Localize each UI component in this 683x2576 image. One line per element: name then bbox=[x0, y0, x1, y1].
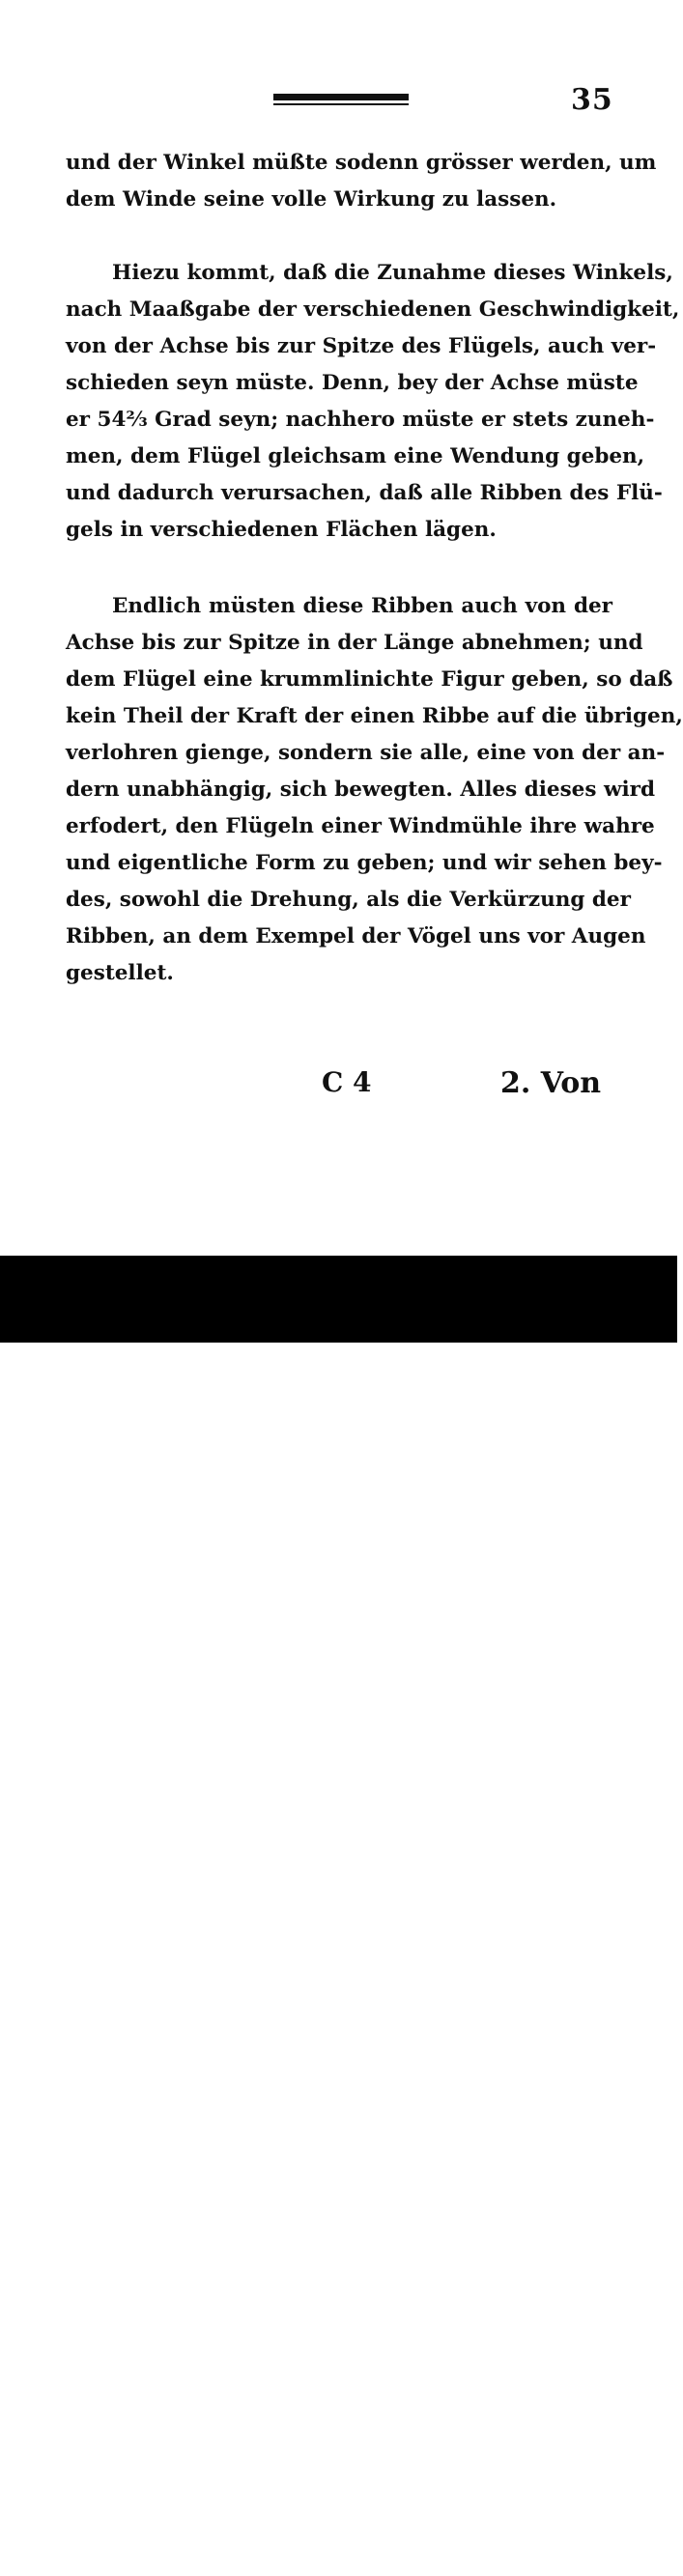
text-line: erfodert, den Flügeln einer Windmühle ihre wahre bbox=[66, 814, 655, 838]
text-line: verlohren gienge, sondern sie alle, eine von der an- bbox=[66, 741, 666, 765]
text-line: Ribben, an dem Exempel der Vögel uns vor Augen bbox=[66, 924, 646, 948]
text-line: schieden seyn müste. Denn, bey der Achse müste bbox=[66, 371, 639, 395]
watermark-footer bbox=[0, 1256, 677, 2576]
paragraph-2 bbox=[66, 255, 680, 549]
book-page bbox=[0, 0, 683, 1256]
text-line: Hiezu kommt, daß die Zunahme dieses Winkels, bbox=[112, 261, 673, 285]
text-line: gestellet. bbox=[66, 961, 174, 985]
text-line: des, sowohl die Drehung, als die Verkürzung der bbox=[66, 888, 631, 912]
text-line: dern unabhängig, sich bewegten. Alles dieses wird bbox=[66, 778, 655, 802]
text-line: er 54⅔ Grad seyn; nachhero müste er stets zuneh- bbox=[66, 408, 655, 432]
text-line: dem Winde seine volle Wirkung zu lassen. bbox=[66, 187, 557, 212]
page-number: 35 bbox=[571, 83, 613, 117]
text-line: von der Achse bis zur Spitze des Flügels, auch ver- bbox=[66, 334, 657, 358]
text-line: dem Flügel eine krummlinichte Figur geben, so daß bbox=[66, 667, 673, 692]
alamy-logo: alamy bbox=[21, 2524, 167, 2576]
header-rule bbox=[273, 94, 409, 107]
text-line: Achse bis zur Spitze in der Länge abnehmen; und bbox=[66, 631, 643, 655]
paragraph-3 bbox=[66, 588, 683, 992]
catchword: 2. Von bbox=[500, 1066, 602, 1100]
paragraph-1 bbox=[66, 145, 657, 218]
text-line: und der Winkel müßte sodenn grösser werden, um bbox=[66, 151, 657, 175]
header-rule-thin bbox=[273, 103, 409, 105]
image-id: JE8EKA bbox=[607, 2533, 658, 2550]
site-url: www.alamy.com bbox=[541, 2556, 658, 2573]
header-rule-thick bbox=[273, 94, 409, 100]
text-line: gels in verschiedenen Flächen lägen. bbox=[66, 518, 497, 542]
text-line: men, dem Flügel gleichsam eine Wendung geben, bbox=[66, 444, 645, 468]
text-line: nach Maaßgabe der verschiedenen Geschwindigkeit, bbox=[66, 297, 680, 322]
text-line: und eigentliche Form zu geben; und wir sehen bey- bbox=[66, 851, 663, 875]
text-line: Endlich müsten diese Ribben auch von der bbox=[112, 594, 612, 618]
signature-mark: C 4 bbox=[322, 1066, 372, 1098]
text-line: kein Theil der Kraft der einen Ribbe auf die übrigen, bbox=[66, 704, 683, 728]
text-line: und dadurch verursachen, daß alle Ribben des Flü- bbox=[66, 481, 663, 505]
